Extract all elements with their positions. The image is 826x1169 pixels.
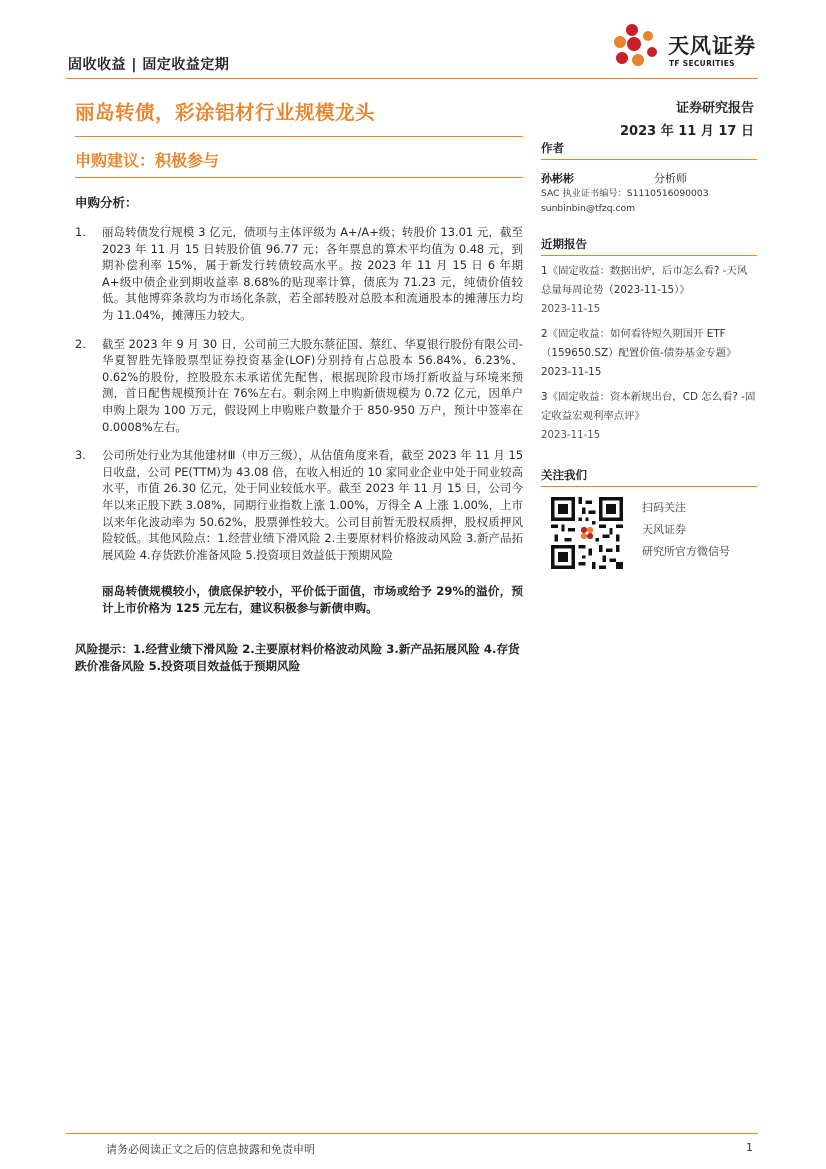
recent-reports-list (541, 262, 757, 445)
item-text: 丽岛转债发行规模 3 亿元，债项与主体评级为 A+/A+级；转股价 13.01 元，截至 2023 年 11 月 15 日转股价值 96.77 元；各年票息的算术平均值为 0.48 元，到期补偿利率 15%，属于新发行转债较高水平。按 2023 年 11 月 15 日 6 年期 A+级中债企业到期收益率 8.68%的贴现率计算，债底为 71.23 元，纯债价值较低。其他博弈条款均为市场化条款，若全部转股对总股本和流通股本的摊薄压力均为 11.04%，摊薄压力较大。 (102, 225, 523, 322)
page-number: 1 (746, 1141, 753, 1154)
author-name: 孙彬彬 (541, 172, 574, 185)
company-logo (612, 22, 762, 74)
item-text: 公司所处行业为其他建材Ⅲ（申万三级），从估值角度来看，截至 2023 年 11 月 15 日收盘，公司 PE(TTM)为 43.08 倍，在收入相近的 10 家同业企业中处于同业较高水平，市值 26.30 亿元，处于同业较低水平。截至 2023 年 11 月 15 日，公司今年以来正股下跌 3.08%，同期行业指数上涨 1.00%，万得全 A 上涨 1.00%，上市以来年化波动率为 50.62%，股票弹性较大。公司目前暂无股权质押，股权质押风险较低。其他风险点：1.经营业绩下滑风险 2.主要原材料价格波动风险 3.新产品拓展风险 4.存货跌价准备风险 5.投资项目效益低于预期风险 (102, 448, 523, 562)
recent-report-link[interactable]: 2《固定收益：如何看待短久期国开 ETF（159650.SZ）配置价值-债券基金专题》 2023-11-15 (541, 328, 737, 378)
summary-text: 丽岛转债规模较小，债底保护较小，平价低于面值，市场或给予 29%的溢价，预计上市价格为 125 元左右，建议积极参与新债申购。 (102, 584, 523, 616)
recent-report-date: 2023-11-15 (541, 304, 601, 315)
qr-caption-line: 天风证券 (642, 523, 686, 536)
author-title: 分析师 (654, 172, 687, 185)
author-row (541, 170, 757, 186)
footer-disclaimer: 请务必阅读正文之后的信息披露和免责申明 (106, 1143, 315, 1156)
header-rule (66, 78, 758, 79)
section-label: 固收收益 | 固定收益定期 (68, 57, 230, 73)
main-content (75, 193, 523, 675)
recent-report-link[interactable]: 3《固定收益：资本新规出台，CD 怎么看? -固定收益宏观利率点评》 (541, 391, 756, 422)
author-sac: SAC 执业证书编号：S1110516090003 (541, 188, 709, 199)
recent-reports-heading: 近期报告 (541, 236, 757, 256)
risk-warning: 风险提示：1.经营业绩下滑风险 2.主要原材料价格波动风险 3.新产品拓展风险 4.存货跌价准备风险 5.投资项目效益低于预期风险 (75, 642, 520, 674)
qr-caption (642, 497, 730, 569)
item-number: 2. (75, 336, 86, 351)
logo-text-cn: 天风证券 (668, 34, 756, 58)
author-heading: 作者 (541, 140, 757, 160)
sidebar (541, 140, 757, 569)
report-date: 2023 年 11 月 17 日 (620, 124, 754, 139)
recommendation-rule (75, 177, 523, 178)
item-number: 1. (75, 225, 86, 239)
qr-code-icon[interactable] (549, 497, 625, 569)
item-text: 截至 2023 年 9 月 30 日，公司前三大股东蔡征国、蔡红、华夏银行股份有限公司-华夏智胜先锋股票型证券投资基金(LOF)分别持有占总股本 56.84%、6.23%、0.62%的股份，控股股东未承诺优先配售，根据现阶段市场打新收益与环境来预测，首日配售规模预计在 76%左右。剩余网上申购新债规模为 0.72 亿元，因单户申购上限为 100 万元，假设网上申购账户数量介于 850-950 万户，预计中签率在 0.0008%左右。 (102, 336, 523, 434)
analysis-heading: 申购分析： (75, 195, 138, 210)
item-number: 3. (75, 448, 86, 463)
recent-report-link[interactable]: 1《固定收益：数据出炉，后市怎么看? -天风总量每周论势（2023-11-15）》 (541, 265, 748, 296)
recent-report-date: 2023-11-15 (541, 430, 601, 441)
analysis-item (75, 447, 523, 563)
qr-caption-line: 研究所官方微信号 (642, 545, 730, 558)
qr-caption-line: 扫码关注 (642, 501, 686, 514)
logo-text-en: TF SECURITIES (669, 59, 735, 68)
page-title: 丽岛转债，彩涂铝材行业规模龙头 (75, 101, 376, 124)
analysis-item (75, 336, 523, 436)
title-rule (75, 136, 523, 137)
footer-rule (66, 1133, 758, 1134)
author-email[interactable]: sunbinbin@tfzq.com (541, 203, 636, 214)
recommendation: 申购建议：积极参与 (75, 151, 220, 170)
report-type: 证券研究报告 (675, 101, 754, 116)
qr-block (541, 497, 757, 569)
follow-heading: 关注我们 (541, 467, 757, 487)
logo-mark-icon (612, 22, 666, 74)
analysis-item (75, 224, 523, 324)
